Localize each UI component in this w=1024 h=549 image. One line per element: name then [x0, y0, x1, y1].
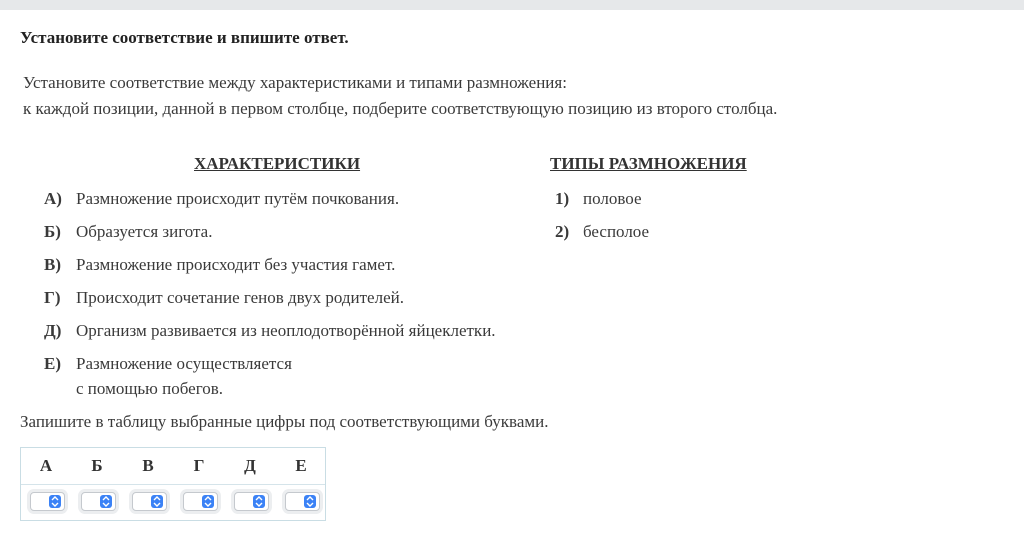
answer-select-d[interactable] [234, 492, 269, 511]
answer-select-e[interactable] [285, 492, 320, 511]
select-arrows-icon [49, 495, 61, 508]
answer-letter: Б [91, 456, 103, 475]
answer-hint: Запишите в таблицу выбранные цифры под соответствующими буквами. [20, 412, 549, 431]
select-arrows-icon [151, 495, 163, 508]
answer-letter: Е [295, 456, 307, 475]
answer-header-row [21, 448, 325, 484]
item-key: В) [44, 255, 61, 274]
answer-select-b[interactable] [81, 492, 116, 511]
answer-letter: Д [244, 456, 256, 475]
select-arrows-icon [253, 495, 265, 508]
answer-letter: В [142, 456, 154, 475]
reproduction-types-header: ТИПЫ РАЗМНОЖЕНИЯ [550, 154, 747, 173]
answer-letter: Г [193, 456, 205, 475]
instruction-line-2: к каждой позиции, данной в первом столбце, подберите соответствующую позицию из второго столбца. [23, 99, 778, 118]
item-key: Д) [44, 321, 62, 340]
select-arrows-icon [202, 495, 214, 508]
item-key: Б) [44, 222, 61, 241]
answer-select-v[interactable] [132, 492, 167, 511]
item-text: Размножение происходит без участия гамет. [76, 255, 396, 274]
item-text: Размножение происходит путём почкования. [76, 189, 400, 208]
answer-table [20, 447, 326, 521]
item-text: Происходит сочетание генов двух родителей. [76, 288, 404, 307]
item-text: Размножение осуществляется [76, 354, 292, 373]
select-arrows-icon [100, 495, 112, 508]
item-key: А) [44, 189, 62, 208]
answer-select-a[interactable] [30, 492, 65, 511]
item-text: Организм развивается из неоплодотворённой яйцеклетки. [76, 321, 496, 340]
select-arrows-icon [304, 495, 316, 508]
top-bar [0, 0, 1024, 10]
characteristics-header: ХАРАКТЕРИСТИКИ [194, 154, 361, 173]
answer-select-g[interactable] [183, 492, 218, 511]
item-key: Е) [44, 354, 61, 373]
item-text: бесполое [583, 222, 650, 241]
item-key: 1) [555, 189, 570, 208]
item-key: Г) [44, 288, 61, 307]
item-text-continued: с помощью побегов. [76, 379, 224, 398]
item-text: Образуется зигота. [76, 222, 213, 241]
instruction-line-1: Установите соответствие между характеристиками и типами размножения: [23, 73, 567, 92]
item-key: 2) [555, 222, 570, 241]
task-title: Установите соответствие и впишите ответ. [20, 28, 349, 47]
item-text: половое [583, 189, 642, 208]
answer-letter: А [39, 456, 53, 475]
answer-divider [21, 484, 325, 485]
task-instruction [23, 70, 777, 122]
